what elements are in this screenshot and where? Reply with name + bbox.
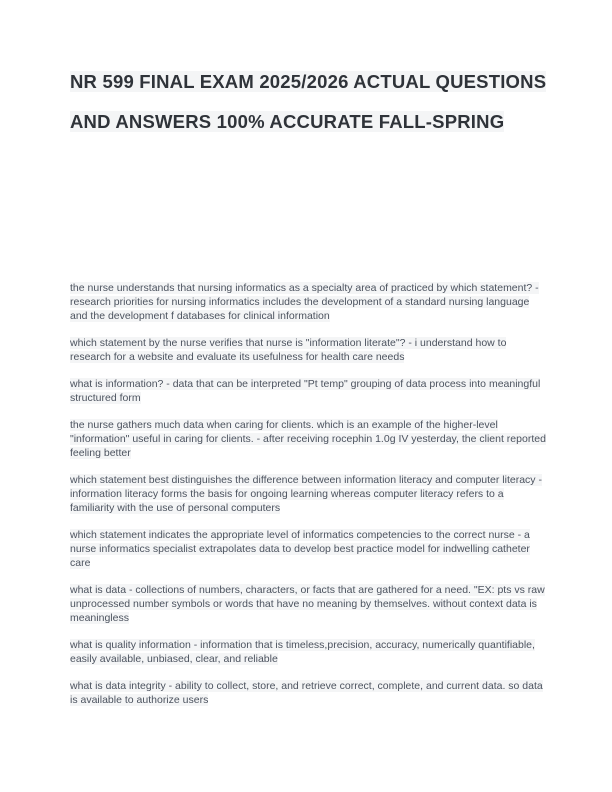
qa-paragraph bbox=[70, 583, 546, 625]
qa-text: what is data integrity - ability to collect, store, and retrieve correct, complete, and current data. so data is available to authorize users bbox=[70, 680, 543, 706]
qa-text: which statement by the nurse verifies that nurse is "information literate"? - i understand how to research for a website and evaluate its usefulness for health care needs bbox=[70, 337, 507, 363]
qa-paragraph bbox=[70, 528, 546, 570]
qa-paragraph bbox=[70, 281, 546, 323]
qa-paragraph bbox=[70, 679, 546, 707]
document-title-line-1: NR 599 FINAL EXAM 2025/2026 ACTUAL QUESTIONS bbox=[70, 71, 547, 92]
document-body bbox=[70, 281, 546, 720]
qa-paragraph bbox=[70, 377, 546, 405]
qa-text: what is quality information - information that is timeless,precision, accuracy, numerically quantifiable, easily available, unbiased, clear, and reliable bbox=[70, 639, 535, 665]
document-title-line-2: AND ANSWERS 100% ACCURATE FALL-SPRING bbox=[70, 111, 505, 132]
qa-paragraph bbox=[70, 336, 546, 364]
document-title bbox=[70, 62, 548, 142]
qa-text: which statement indicates the appropriate level of informatics competencies to the correct nurse - a nurse informatics specialist extrapolates data to develop best practice model for indwelling catheter care bbox=[70, 529, 530, 569]
qa-text: what is data - collections of numbers, characters, or facts that are gathered for a need. "EX: pts vs raw unprocessed number symbols or words that have no meaning by themselves. without context data is meaningless bbox=[70, 584, 545, 624]
qa-paragraph bbox=[70, 418, 546, 460]
qa-paragraph bbox=[70, 638, 546, 666]
qa-text: which statement best distinguishes the difference between information literacy and computer literacy - information literacy forms the basis for ongoing learning whereas computer literacy refers to a familiarity with the use of personal computers bbox=[70, 474, 542, 514]
qa-paragraph bbox=[70, 473, 546, 515]
qa-text: what is information? - data that can be interpreted "Pt temp" grouping of data process into meaningful structured form bbox=[70, 378, 541, 404]
qa-text: the nurse gathers much data when caring for clients. which is an example of the higher-level "information" useful in caring for clients. - after receiving rocephin 1.0g IV yesterday, the client reported feeling better bbox=[70, 419, 546, 459]
qa-text: the nurse understands that nursing informatics as a specialty area of practiced by which statement? - research priorities for nursing informatics includes the development of a standard nursing language and the development f databases for clinical information bbox=[70, 282, 539, 322]
